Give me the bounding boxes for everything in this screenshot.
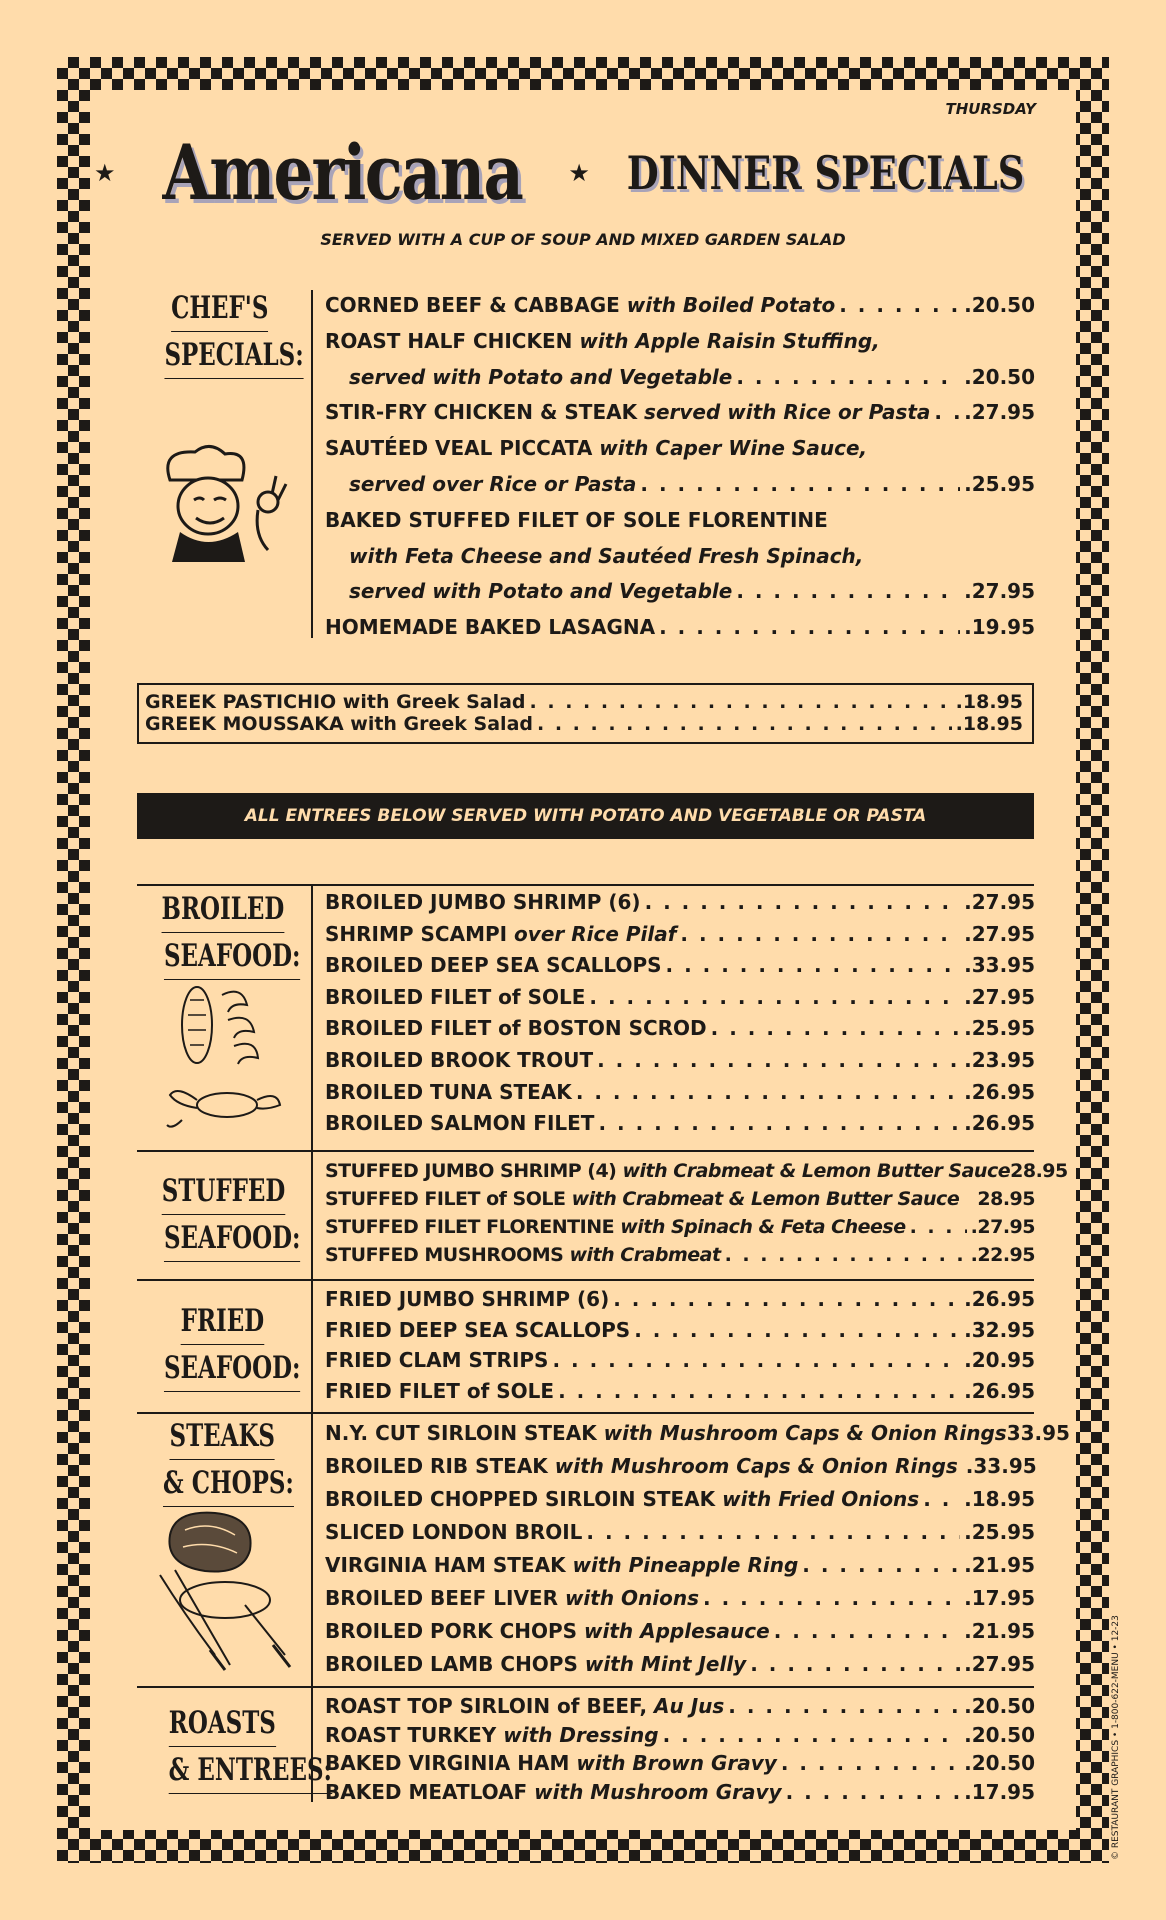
item-description: served with Rice or Pasta [637,400,931,425]
menu-item [325,360,1035,396]
dot-leader [725,1241,967,1269]
item-name: FRIED CLAM STRIPS [325,1348,549,1372]
dot-leader [597,1045,960,1077]
item-price: .19.95 [964,615,1035,640]
item-price: .26.95 [964,1378,1035,1403]
section-label-stuffed-seafood: STUFFED SEAFOOD: [140,1168,305,1262]
menu-item [325,1315,1035,1346]
item-price: .20.50 [964,364,1035,389]
dot-leader [736,574,960,610]
menu-item [325,539,1035,575]
item-name: STUFFED FILET of SOLE with Crabmeat & Lemon Butter Sauce [325,1188,960,1210]
item-price: .17.95 [964,1586,1035,1610]
credit-line: © RESTAURANT GRAPHICS • 1-800-622-MENU • 12-23 [1111,1615,1121,1860]
menu-item [325,610,1035,646]
item-name: BROILED FILET of SOLE [325,984,586,1009]
dot-leader [728,1692,960,1721]
menu-subtitle: DINNER SPECIALS [626,145,1025,200]
section-label-chefs-specials: CHEF'S SPECIALS: [140,285,300,379]
item-name: ROAST HALF CHICKEN with Apple Raisin Stuffing, [325,328,880,353]
item-name: STIR-FRY CHICKEN & STEAK served with Rice or Pasta [325,400,931,425]
item-price: .23.95 [964,1047,1035,1072]
dot-leader [736,360,960,396]
item-name [349,467,636,503]
section-label-steaks-chops: STEAKS & CHOPS: [140,1413,305,1507]
item-name [349,574,732,610]
menu-item [325,288,1035,324]
section-label-roasts-entrees: ROASTS & ENTREES: [140,1700,305,1794]
dot-leader [589,982,960,1014]
item-description: with Boiled Potato [619,293,836,317]
menu-item [325,503,1035,539]
item-name: BROILED PORK CHOPS with Applesauce [325,1619,770,1643]
entrees-banner: ALL ENTREES BELOW SERVED WITH POTATO AND VEGETABLE OR PASTA [137,793,1034,839]
dot-leader [537,713,952,735]
steak-illustration-icon [155,1505,295,1675]
item-description: with Spinach & Feta Cheese [614,1216,906,1238]
item-price: .27.95 [964,890,1035,914]
seafood-illustration-icon [162,980,287,1135]
menu-item [325,1157,1068,1185]
brand-name: Americana [162,128,522,217]
item-name: BROILED TUNA STEAK [325,1079,572,1104]
item-name: BAKED VIRGINIA HAM with Brown Gravy [325,1751,777,1775]
item-name: GREEK MOUSSAKA with Greek Salad [145,713,533,735]
dot-leader [634,1315,960,1346]
item-price: .20.50 [964,293,1035,317]
item-description: with Feta Cheese and Sautéed Fresh Spinach, [349,543,864,568]
dot-leader [663,1721,961,1750]
chef-illustration-icon [150,440,300,565]
dot-leader [703,1582,960,1615]
star-icon: ★ [568,158,590,187]
item-description: with Mint Jelly [577,1652,747,1676]
item-price: 33.95 [1006,1421,1070,1445]
menu-item [325,1108,1035,1140]
item-price: .25.95 [964,1016,1035,1041]
item-price: .26.95 [964,1111,1035,1136]
dot-leader [786,1778,961,1807]
dot-leader [613,1284,960,1315]
item-price: .27.95 [964,400,1035,425]
menu-item [325,1615,1035,1648]
menu-item [325,1185,1035,1213]
item-name: ROAST TURKEY with Dressing [325,1722,659,1747]
item-price: .32.95 [964,1317,1035,1342]
item-price: .22.95 [970,1244,1035,1266]
section-divider [311,290,313,638]
menu-item [325,1549,1035,1582]
item-description: with Apple Raisin Stuffing, [572,328,880,353]
dot-leader [910,1213,967,1241]
item-price: .27.95 [970,1216,1035,1238]
menu-item [325,1213,1035,1241]
section-rule [137,1279,1034,1281]
menu-item [325,887,1035,919]
section-label-broiled-seafood: BROILED SEAFOOD: [140,886,305,980]
item-name: STUFFED FILET FLORENTINE with Spinach & Feta Cheese [325,1216,906,1238]
item-description: with Fried Onions [715,1487,920,1511]
item-price: .27.95 [964,1652,1035,1676]
dot-leader [774,1615,960,1648]
item-name: BROILED BROOK TROUT [325,1047,594,1072]
dot-leader [680,919,960,951]
item-price: .27.95 [964,579,1035,604]
item-name: BROILED LAMB CHOPS with Mint Jelly [325,1652,747,1676]
dot-leader [598,1108,960,1140]
item-price: .18.95 [955,691,1023,713]
item-description: served with Potato and Vegetable [349,364,733,389]
item-name: BROILED RIB STEAK with Mushroom Caps & Onion Rings [325,1454,958,1478]
dot-leader [934,395,960,431]
item-name: BROILED JUMBO SHRIMP (6) [325,890,641,914]
menu-item [325,950,1035,982]
item-name: FRIED DEEP SEA SCALLOPS [325,1317,631,1342]
item-name: N.Y. CUT SIRLOIN STEAK with Mushroom Caps & Onion Rings [325,1421,1007,1445]
item-name: BROILED BEEF LIVER with Onions [325,1586,700,1610]
item-description: with Caper Wine Sauce, [592,436,868,461]
item-price: 28.95 [977,1188,1035,1210]
dot-leader [640,467,960,503]
dot-leader [552,1345,960,1376]
item-price: .27.95 [964,984,1035,1009]
menu-item [325,1345,1035,1376]
item-description: with Brown Gravy [569,1751,777,1775]
roasts-entrees-list [325,1692,1035,1806]
menu-item [325,1013,1035,1045]
menu-item [325,1284,1035,1315]
item-price: .25.95 [964,471,1035,496]
item-name [349,539,863,575]
item-price: 28.95 [1010,1160,1068,1182]
stuffed-seafood-list [325,1157,1068,1269]
menu-item [325,467,1035,503]
item-price: .33.95 [965,1454,1037,1478]
item-description: with Crabmeat [563,1244,721,1266]
item-description: with Applesauce [577,1619,770,1643]
menu-item [325,1749,1035,1778]
item-price: .26.95 [964,1287,1035,1311]
menu-item [325,431,1035,467]
item-price: .20.50 [964,1694,1035,1718]
item-price: .25.95 [964,1520,1035,1544]
item-description: with Mushroom Caps & Onion Rings [596,1421,1007,1445]
item-name: GREEK PASTICHIO with Greek Salad [145,691,526,713]
dot-leader [923,1483,960,1516]
star-icon: ★ [93,158,116,187]
day-label: THURSDAY [945,100,1036,118]
section-rule [137,1686,1034,1688]
dot-leader [839,288,960,324]
dot-leader [530,691,952,713]
dot-leader [711,1013,960,1045]
item-name: HOMEMADE BAKED LASAGNA [325,615,656,640]
dot-leader [802,1549,960,1582]
section-label-fried-seafood: FRIED SEAFOOD: [140,1298,305,1392]
dot-leader [750,1648,960,1681]
item-price: .18.95 [964,1487,1035,1511]
menu-item [325,1648,1035,1681]
menu-item [325,1077,1035,1109]
item-description: with Crabmeat & Lemon Butter Sauce [616,1160,1011,1182]
menu-item [145,691,1023,713]
menu-item [325,982,1035,1014]
item-name: SHRIMP SCAMPI over Rice Pilaf [325,921,677,946]
greek-specials-box [137,683,1034,744]
item-description: with Onions [557,1586,700,1610]
item-name: FRIED JUMBO SHRIMP (6) [325,1287,610,1311]
menu-title [0,128,1166,217]
item-name: STUFFED MUSHROOMS with Crabmeat [325,1244,721,1266]
broiled-seafood-list [325,887,1035,1140]
item-name: SAUTÉED VEAL PICCATA with Caper Wine Sauce, [325,436,868,461]
menu-item [325,1721,1035,1750]
item-description: with Dressing [496,1722,659,1747]
menu-item [325,919,1035,951]
menu-item [325,1450,1035,1483]
dot-leader [645,887,961,919]
item-price: .27.95 [964,921,1035,946]
item-name: CORNED BEEF & CABBAGE with Boiled Potato [325,293,836,317]
item-name: BROILED FILET of BOSTON SCROD [325,1016,707,1041]
item-price: .17.95 [964,1779,1035,1804]
dot-leader [586,1516,960,1549]
item-price: .20.50 [964,1751,1035,1775]
section-rule [137,1150,1034,1152]
item-description: over Rice Pilaf [507,921,677,946]
served-with-note: SERVED WITH A CUP OF SOUP AND MIXED GARDEN SALAD [320,230,846,249]
item-description: served over Rice or Pasta [349,471,637,496]
section-divider [311,884,313,1802]
steaks-chops-list [325,1417,1070,1681]
menu-item [325,1417,1070,1450]
menu-item [325,574,1035,610]
item-name: BAKED STUFFED FILET OF SOLE FLORENTINE [325,507,828,532]
menu-item [325,1376,1035,1407]
item-name: STUFFED JUMBO SHRIMP (4) with Crabmeat & Lemon Butter Sauce [325,1160,1011,1182]
menu-item [325,1516,1035,1549]
item-description: served with Potato and Vegetable [349,579,733,604]
dot-leader [666,950,961,982]
item-price: .26.95 [964,1079,1035,1104]
menu-item [325,1483,1035,1516]
item-name: VIRGINIA HAM STEAK with Pineapple Ring [325,1553,799,1577]
dot-leader [659,610,960,646]
item-description: with Mushroom Caps & Onion Rings [547,1454,958,1478]
item-name: BROILED CHOPPED SIRLOIN STEAK with Fried Onions [325,1487,920,1511]
menu-item [325,324,1035,360]
item-description: Au Jus [647,1694,725,1718]
item-price: .18.95 [955,713,1023,735]
dot-leader [576,1077,960,1109]
item-name: FRIED FILET of SOLE [325,1378,555,1403]
menu-item [325,1582,1035,1615]
item-price: .20.95 [964,1348,1035,1372]
menu-item [325,1241,1035,1269]
menu-item [145,713,1023,735]
item-description: with Pineapple Ring [565,1553,799,1577]
item-name: BROILED SALMON FILET [325,1111,595,1136]
item-price: .21.95 [964,1553,1035,1577]
dot-leader [558,1376,960,1407]
item-description: with Mushroom Gravy [527,1779,782,1804]
item-description: with Crabmeat & Lemon Butter Sauce [565,1188,960,1210]
item-name: ROAST TOP SIRLOIN of BEEF, Au Jus [325,1694,725,1718]
item-name: SLICED LONDON BROIL [325,1520,583,1544]
item-name: BROILED DEEP SEA SCALLOPS [325,953,662,978]
dot-leader [781,1749,960,1778]
item-price: .21.95 [964,1619,1035,1643]
item-price: .33.95 [964,953,1035,978]
menu-item [325,395,1035,431]
fried-seafood-list [325,1284,1035,1406]
item-price: .20.50 [964,1722,1035,1747]
chefs-specials-list [325,288,1035,646]
item-name [349,360,732,396]
menu-item [325,1045,1035,1077]
item-name: BAKED MEATLOAF with Mushroom Gravy [325,1779,782,1804]
menu-item [325,1778,1035,1807]
greek-specials-list [145,691,1023,735]
menu-item [325,1692,1035,1721]
